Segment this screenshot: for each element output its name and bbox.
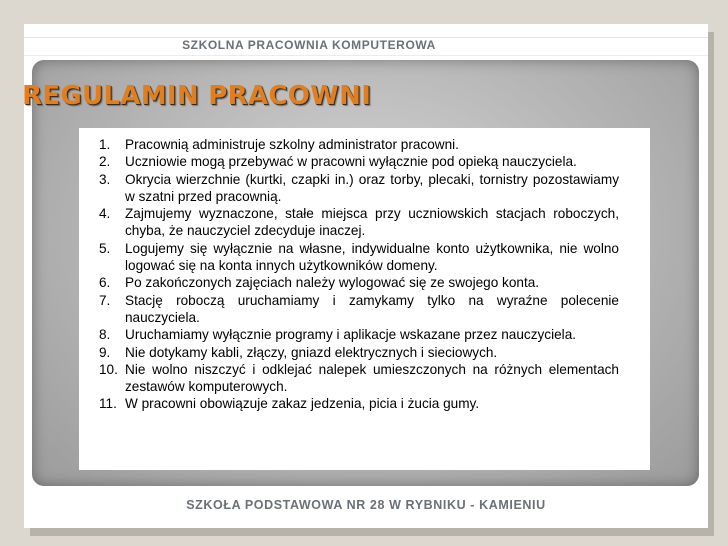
rule-number: 8. — [99, 327, 111, 343]
rule-number: 4. — [99, 206, 111, 222]
rule-item — [99, 361, 619, 396]
rule-item — [99, 240, 619, 275]
rule-item — [99, 344, 619, 361]
rule-item — [99, 292, 619, 327]
rule-item — [99, 171, 619, 206]
rule-text: Logujemy się wyłącznie na własne, indywidualne konto użytkownika, nie wolno logować się na konta innych użytkowników domeny. — [125, 240, 619, 274]
rule-number: 1. — [99, 137, 111, 152]
rule-text: W pracowni obowiązuje zakaz jedzenia, picia i żucia gumy. — [125, 396, 480, 412]
rule-text: Nie wolno niszczyć i odklejać nalepek umieszczonych na różnych elementach zestawów komputerowych. — [125, 361, 619, 395]
rule-text: Okrycia wierzchnie (kurtki, czapki in.) oraz torby, plecaki, tornistry pozostawiamy w szatni przed pracownią. — [125, 171, 619, 204]
rule-text: Po zakończonych zajęciach należy wylogować się ze swojego konta. — [125, 275, 540, 291]
rule-item — [99, 153, 619, 170]
rule-text: Nie dotykamy kabli, złączy, gniazd elektrycznych i sieciowych. — [125, 344, 498, 360]
header-divider-bottom — [24, 55, 708, 56]
rule-item — [99, 395, 619, 412]
rule-item — [99, 205, 619, 240]
rule-text: Stację roboczą uruchamiamy i zamykamy tylko na wyraźne polecenie nauczyciela. — [125, 292, 619, 325]
rule-number: 9. — [99, 344, 111, 360]
rule-number: 10. — [99, 361, 118, 377]
rule-number: 3. — [99, 171, 111, 187]
rule-item — [99, 274, 619, 291]
rules-list — [99, 136, 619, 413]
rule-number: 7. — [99, 292, 111, 308]
rule-text: Uruchamiamy wyłącznie programy i aplikacje wskazane przez nauczyciela. — [125, 327, 577, 343]
footer-text: SZKOŁA PODSTAWOWA NR 28 W RYBNIKU - KAMIENIU — [186, 498, 546, 512]
header-title: SZKOLNA PRACOWNIA KOMPUTEROWA — [182, 38, 436, 52]
rule-text: Zajmujemy wyznaczone, stałe miejsca przy uczniowskich stacjach roboczych, chyba, że nauczyciel zdecyduje inaczej. — [125, 206, 619, 239]
page-title: REGULAMIN PRACOWNI — [22, 81, 372, 111]
rule-item — [99, 136, 619, 153]
rule-number: 2. — [99, 154, 111, 170]
rule-item — [99, 326, 619, 343]
rule-number: 6. — [99, 275, 111, 291]
rule-text: Pracownią administruje szkolny administrator pracowni. — [125, 137, 459, 152]
rule-number: 11. — [99, 396, 117, 412]
rules-box — [79, 128, 650, 470]
rule-number: 5. — [99, 240, 111, 256]
rule-text: Uczniowie mogą przebywać w pracowni wyłącznie pod opieką nauczyciela. — [125, 154, 577, 170]
